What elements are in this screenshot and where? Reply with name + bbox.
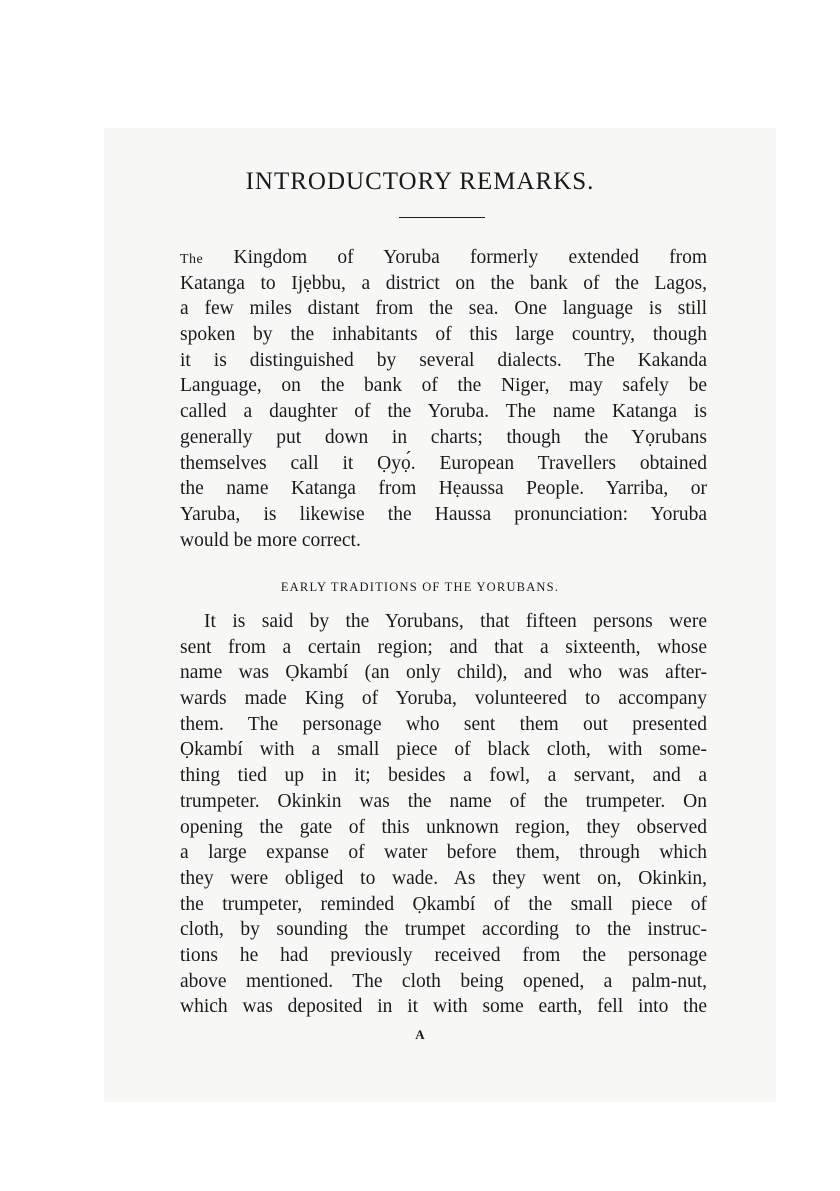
intro-line-1 — [180, 245, 707, 271]
intro-line: would be more correct. — [180, 529, 361, 551]
intro-line: Katanga to Ijẹbbu, a district on the bank of the Lagos, — [180, 272, 707, 294]
intro-first-word: The — [180, 252, 204, 267]
section-line: cloth, by sounding the trumpet according to the instruc- — [180, 919, 707, 941]
intro-line: it is distinguished by several dialects. The Kakanda — [180, 349, 707, 371]
section-paragraph — [180, 609, 707, 1020]
section-line: sent from a certain region; and that a sixteenth, whose — [180, 636, 707, 658]
section-line: them. The personage who sent them out presented — [180, 713, 707, 735]
intro-line: spoken by the inhabitants of this large country, though — [180, 324, 707, 346]
title-divider — [399, 217, 485, 218]
section-line: thing tied up in it; besides a fowl, a servant, and a — [180, 765, 707, 787]
signature-mark: A — [415, 1027, 425, 1042]
intro-line: Yaruba, is likewise the Haussa pronunciation: Yoruba — [180, 503, 707, 525]
section-line: the trumpeter, reminded Ọkambí of the small piece of — [180, 893, 707, 915]
section-line: It is said by the Yorubans, that fifteen persons were — [204, 611, 707, 632]
intro-line: Language, on the bank of the Niger, may safely be — [180, 375, 707, 397]
section-line: they were obliged to wade. As they went on, Okinkin, — [180, 867, 707, 889]
section-heading: EARLY TRADITIONS OF THE YORUBANS. — [280, 580, 560, 594]
intro-line: generally put down in charts; though the Yọrubans — [180, 426, 707, 448]
section-line: which was deposited in it with some earth, fell into the — [180, 996, 707, 1018]
section-line: trumpeter. Okinkin was the name of the trumpeter. On — [180, 790, 707, 812]
section-line: tions he had previously received from the personage — [180, 944, 707, 966]
intro-line: a few miles distant from the sea. One language is still — [180, 298, 707, 320]
intro-paragraph — [180, 245, 707, 553]
section-line: above mentioned. The cloth being opened, a palm-nut, — [180, 970, 707, 992]
intro-line: the name Katanga from Hẹaussa People. Yarriba, or — [180, 478, 707, 500]
section-line: Ọkambí with a small piece of black cloth, with some- — [180, 739, 707, 761]
section-line: a large expanse of water before them, through which — [180, 842, 707, 864]
intro-line: themselves call it Ọyọ́. European Travellers obtained — [180, 452, 707, 474]
section-line: wards made King of Yoruba, volunteered to accompany — [180, 688, 707, 710]
intro-line: called a daughter of the Yoruba. The name Katanga is — [180, 401, 707, 423]
page-title: INTRODUCTORY REMARKS. — [245, 168, 595, 195]
intro-first-line-text: Kingdom of Yoruba formerly extended from — [203, 247, 707, 268]
section-line: opening the gate of this unknown region, they observed — [180, 816, 707, 838]
section-line: name was Ọkambí (an only child), and who was after- — [180, 662, 707, 684]
